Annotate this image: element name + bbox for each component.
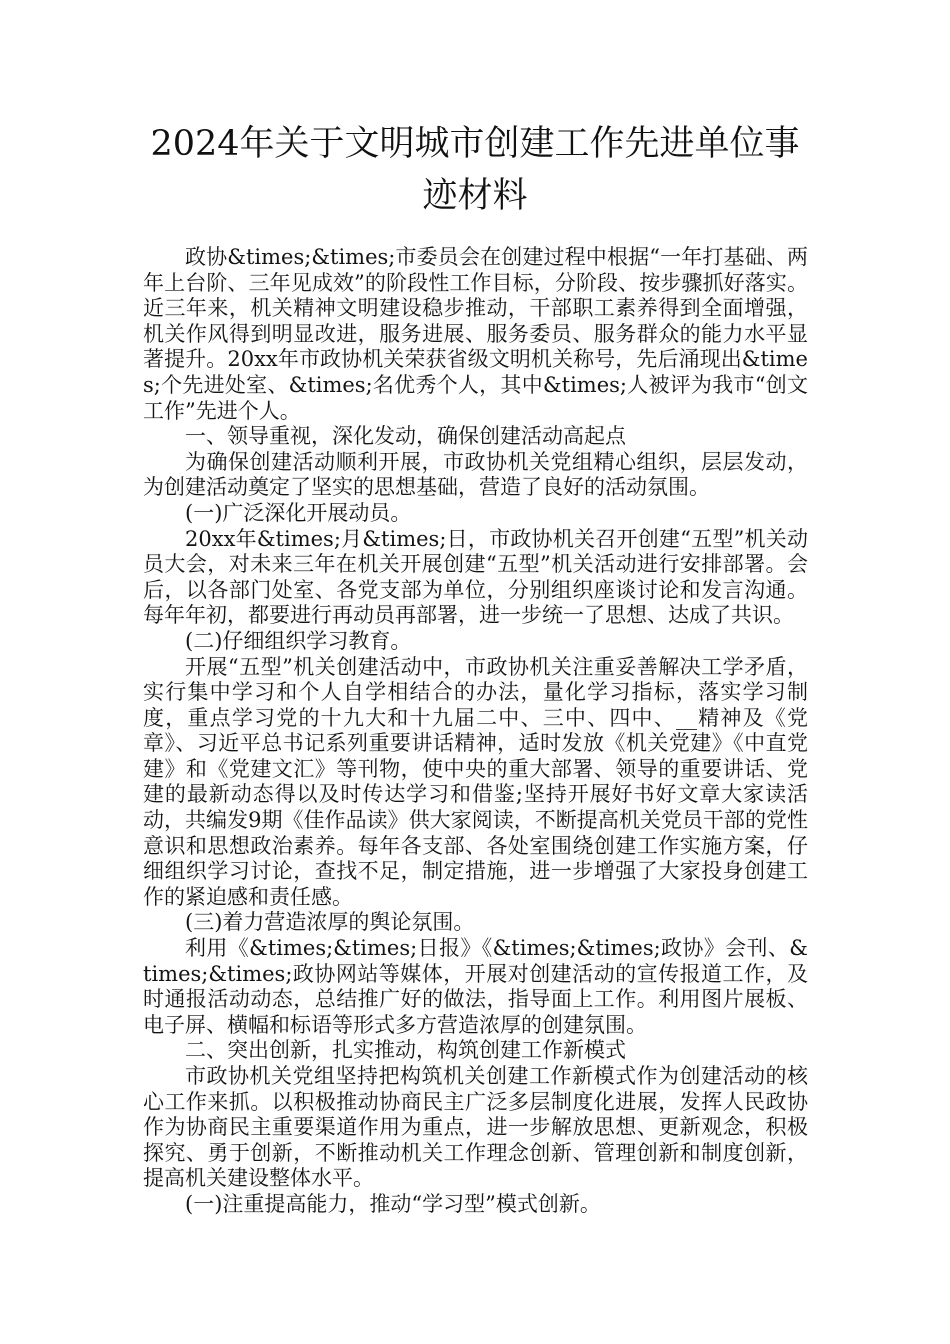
subsection-heading: (一)广泛深化开展动员。: [185, 500, 412, 525]
section-heading-2: 二、突出创新，扎实推动，构筑创建工作新模式: [185, 1038, 626, 1063]
subsection-heading: (二)仔细组织学习教育。: [185, 628, 412, 653]
title-line-1: 2024年关于文明城市创建工作先进单位事: [150, 124, 800, 164]
paragraph: 20xx年&times;月&times;日，市政协机关召开创建“五型”机关动员大会，对未来三年在机关开展创建“五型”机关活动进行安排部署。会后，以各部门处室、各党支部为单位，分别组织座谈讨论和发言沟通。每年年初，都要进行再动员再部署，进一步统一了思想、达成了共识。: [143, 526, 808, 628]
paragraph: 市政协机关党组坚持把构筑机关创建工作新模式作为创建活动的核心工作来抓。以积极推动协商民主广泛多层制度化进展，发挥人民政协作为协商民主重要渠道作用为重点，进一步解放思想、更新观念，积极探究、勇于创新，不断推动机关工作理念创新、管理创新和制度创新，提高机关建设整体水平。: [143, 1064, 808, 1191]
paragraph: 开展“五型”机关创建活动中，市政协机关注重妥善解决工学矛盾，实行集中学习和个人自学相结合的办法，量化学习指标，落实学习制度，重点学习党的十九大和十九届二中、三中、四中、__精神及《党章》、习近平总书记系列重要讲话精神，适时发放《机关党建》《中直党建》和《党建文汇》等刊物，使中央的重大部署、领导的重要讲话、党建的最新动态得以及时传达学习和借鉴;坚持开展好书好文章大家读活动，共编发9期《佳作品读》供大家阅读，不断提高机关党员干部的党性意识和思想政治素养。每年各支部、各处室围绕创建工作实施方案，仔细组织学习讨论，查找不足，制定措施，进一步增强了大家投身创建工作的紧迫感和责任感。: [143, 654, 808, 909]
paragraph: 为确保创建活动顺利开展，市政协机关党组精心组织，层层发动，为创建活动奠定了坚实的思想基础，营造了良好的活动氛围。: [143, 449, 808, 500]
paragraph-intro: 政协&times;&times;市委员会在创建过程中根据“一年打基础、两年上台阶、三年见成效”的阶段性工作目标，分阶段、按步骤抓好落实。近三年来，机关精神文明建设稳步推动，干部职工素养得到全面增强，机关作风得到明显改进，服务进展、服务委员、服务群众的能力水平显著提升。20xx年市政协机关荣获省级文明机关称号，先后涌现出&times;个先进处室、&times;名优秀个人，其中&times;人被评为我市“创文工作”先进个人。: [143, 245, 808, 423]
subsection-heading: (一)注重提高能力，推动“学习型”模式创新。: [185, 1191, 601, 1216]
subsection-heading: (三)着力营造浓厚的舆论氛围。: [185, 910, 475, 935]
document-title: [110, 118, 840, 222]
paragraph: 利用《&times;&times;日报》《&times;&times;政协》会刊、&times;&times;政协网站等媒体，开展对创建活动的宣传报道工作，及时通报活动动态，总结推广好的做法，指导面上工作。利用图片展板、电子屏、横幅和标语等形式多方营造浓厚的创建氛围。: [143, 936, 808, 1037]
section-heading-1: 一、领导重视，深化发动，确保创建活动高起点: [185, 424, 626, 449]
title-line-2: 迹材料: [422, 176, 528, 216]
document-body: [143, 245, 808, 1218]
